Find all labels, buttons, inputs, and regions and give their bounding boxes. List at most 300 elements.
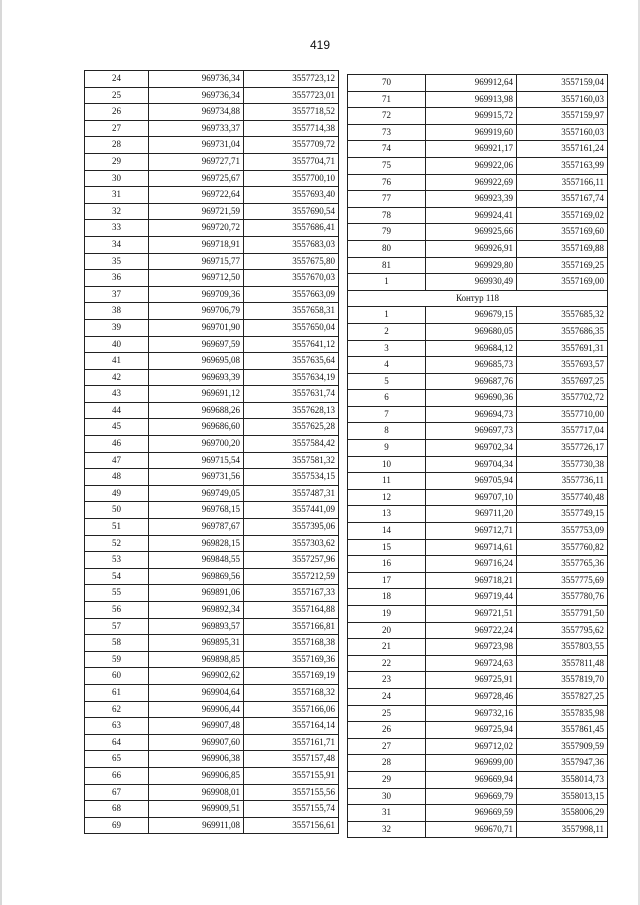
table-row <box>85 402 339 419</box>
table-row <box>85 253 339 270</box>
point-number-cell: 54 <box>85 568 149 585</box>
y-coordinate-cell: 3557631,74 <box>244 386 339 403</box>
x-coordinate-cell: 969687,76 <box>426 373 517 390</box>
y-coordinate-cell: 3558014,73 <box>517 771 608 788</box>
table-row <box>348 141 608 158</box>
point-number-cell: 37 <box>85 286 149 303</box>
y-coordinate-cell: 3557169,25 <box>517 257 608 274</box>
y-coordinate-cell: 3557160,03 <box>517 91 608 108</box>
y-coordinate-cell: 3557736,11 <box>517 473 608 490</box>
table-row <box>348 373 608 390</box>
point-number-cell: 63 <box>85 718 149 735</box>
x-coordinate-cell: 969912,64 <box>426 75 517 92</box>
y-coordinate-cell: 3557710,00 <box>517 406 608 423</box>
x-coordinate-cell: 969891,06 <box>149 585 244 602</box>
page-number: 419 <box>309 38 331 52</box>
table-row <box>85 568 339 585</box>
y-coordinate-cell: 3557166,81 <box>244 618 339 635</box>
y-coordinate-cell: 3557909,59 <box>517 738 608 755</box>
x-coordinate-cell: 969734,88 <box>149 104 244 121</box>
y-coordinate-cell: 3557257,96 <box>244 552 339 569</box>
table-row <box>348 357 608 374</box>
table-row <box>85 203 339 220</box>
scan-edge-left <box>0 0 2 905</box>
x-coordinate-cell: 969691,12 <box>149 386 244 403</box>
x-coordinate-cell: 969731,56 <box>149 469 244 486</box>
x-coordinate-cell: 969714,61 <box>426 539 517 556</box>
table-row <box>348 556 608 573</box>
point-number-cell: 62 <box>85 701 149 718</box>
y-coordinate-cell: 3557584,42 <box>244 436 339 453</box>
y-coordinate-cell: 3557169,19 <box>244 668 339 685</box>
x-coordinate-cell: 969895,31 <box>149 635 244 652</box>
x-coordinate-cell: 969736,34 <box>149 71 244 88</box>
table-row <box>348 523 608 540</box>
x-coordinate-cell: 969686,60 <box>149 419 244 436</box>
x-coordinate-cell: 969690,36 <box>426 390 517 407</box>
coordinates-table-right-body-b <box>348 307 608 838</box>
x-coordinate-cell: 969733,37 <box>149 120 244 137</box>
point-number-cell: 14 <box>348 523 426 540</box>
point-number-cell: 32 <box>85 203 149 220</box>
table-row <box>348 124 608 141</box>
table-row <box>348 539 608 556</box>
y-coordinate-cell: 3557765,36 <box>517 556 608 573</box>
table-row <box>85 153 339 170</box>
table-row <box>348 821 608 838</box>
point-number-cell: 4 <box>348 357 426 374</box>
table-row <box>348 340 608 357</box>
table-row <box>85 303 339 320</box>
table-row <box>348 473 608 490</box>
y-coordinate-cell: 3557581,32 <box>244 452 339 469</box>
table-row <box>348 157 608 174</box>
point-number-cell: 61 <box>85 684 149 701</box>
point-number-cell: 65 <box>85 751 149 768</box>
point-number-cell: 33 <box>85 220 149 237</box>
point-number-cell: 55 <box>85 585 149 602</box>
point-number-cell: 3 <box>348 340 426 357</box>
y-coordinate-cell: 3557717,04 <box>517 423 608 440</box>
point-number-cell: 30 <box>348 788 426 805</box>
x-coordinate-cell: 969701,90 <box>149 319 244 336</box>
y-coordinate-cell: 3557693,40 <box>244 187 339 204</box>
table-row <box>85 436 339 453</box>
point-number-cell: 22 <box>348 655 426 672</box>
y-coordinate-cell: 3557164,14 <box>244 718 339 735</box>
point-number-cell: 59 <box>85 651 149 668</box>
x-coordinate-cell: 969718,21 <box>426 572 517 589</box>
table-row <box>85 286 339 303</box>
point-number-cell: 68 <box>85 801 149 818</box>
x-coordinate-cell: 969697,73 <box>426 423 517 440</box>
y-coordinate-cell: 3557775,69 <box>517 572 608 589</box>
x-coordinate-cell: 969736,34 <box>149 87 244 104</box>
y-coordinate-cell: 3557487,31 <box>244 485 339 502</box>
x-coordinate-cell: 969768,15 <box>149 502 244 519</box>
point-number-cell: 29 <box>348 771 426 788</box>
y-coordinate-cell: 3557441,09 <box>244 502 339 519</box>
table-row <box>85 718 339 735</box>
table-row <box>85 817 339 834</box>
y-coordinate-cell: 3557700,10 <box>244 170 339 187</box>
y-coordinate-cell: 3557683,03 <box>244 236 339 253</box>
point-number-cell: 77 <box>348 191 426 208</box>
point-number-cell: 49 <box>85 485 149 502</box>
point-number-cell: 80 <box>348 240 426 257</box>
x-coordinate-cell: 969921,17 <box>426 141 517 158</box>
point-number-cell: 12 <box>348 489 426 506</box>
x-coordinate-cell: 969669,79 <box>426 788 517 805</box>
point-number-cell: 39 <box>85 319 149 336</box>
x-coordinate-cell: 969922,06 <box>426 157 517 174</box>
point-number-cell: 29 <box>85 153 149 170</box>
y-coordinate-cell: 3557693,57 <box>517 357 608 374</box>
table-row <box>85 519 339 536</box>
y-coordinate-cell: 3557169,36 <box>244 651 339 668</box>
y-coordinate-cell: 3557168,32 <box>244 684 339 701</box>
point-number-cell: 2 <box>348 323 426 340</box>
y-coordinate-cell: 3557159,04 <box>517 75 608 92</box>
table-row <box>85 104 339 121</box>
x-coordinate-cell: 969697,59 <box>149 336 244 353</box>
x-coordinate-cell: 969712,50 <box>149 270 244 287</box>
section-header-row <box>348 290 608 307</box>
point-number-cell: 32 <box>348 821 426 838</box>
y-coordinate-cell: 3557159,97 <box>517 108 608 125</box>
y-coordinate-cell: 3557169,02 <box>517 207 608 224</box>
x-coordinate-cell: 969749,05 <box>149 485 244 502</box>
table-row <box>348 75 608 92</box>
point-number-cell: 36 <box>85 270 149 287</box>
point-number-cell: 44 <box>85 402 149 419</box>
y-coordinate-cell: 3557635,64 <box>244 353 339 370</box>
point-number-cell: 25 <box>85 87 149 104</box>
y-coordinate-cell: 3557163,99 <box>517 157 608 174</box>
point-number-cell: 74 <box>348 141 426 158</box>
table-row <box>348 672 608 689</box>
table-row <box>348 688 608 705</box>
table-row <box>348 771 608 788</box>
table-row <box>348 622 608 639</box>
point-number-cell: 66 <box>85 767 149 784</box>
point-number-cell: 60 <box>85 668 149 685</box>
x-coordinate-cell: 969907,60 <box>149 734 244 751</box>
point-number-cell: 11 <box>348 473 426 490</box>
point-number-cell: 28 <box>85 137 149 154</box>
x-coordinate-cell: 969929,80 <box>426 257 517 274</box>
x-coordinate-cell: 969711,20 <box>426 506 517 523</box>
y-coordinate-cell: 3557675,80 <box>244 253 339 270</box>
point-number-cell: 20 <box>348 622 426 639</box>
point-number-cell: 71 <box>348 91 426 108</box>
table-row <box>85 784 339 801</box>
point-number-cell: 10 <box>348 456 426 473</box>
table-row <box>348 257 608 274</box>
table-row <box>348 755 608 772</box>
y-coordinate-cell: 3557685,32 <box>517 307 608 324</box>
x-coordinate-cell: 969913,98 <box>426 91 517 108</box>
coordinates-table-right-body-a <box>348 75 608 291</box>
table-row <box>85 452 339 469</box>
x-coordinate-cell: 969702,34 <box>426 440 517 457</box>
point-number-cell: 57 <box>85 618 149 635</box>
point-number-cell: 7 <box>348 406 426 423</box>
table-row <box>85 319 339 336</box>
x-coordinate-cell: 969930,49 <box>426 274 517 291</box>
table-row <box>85 767 339 784</box>
point-number-cell: 52 <box>85 535 149 552</box>
table-row <box>348 91 608 108</box>
point-number-cell: 24 <box>348 688 426 705</box>
point-number-cell: 75 <box>348 157 426 174</box>
y-coordinate-cell: 3557168,38 <box>244 635 339 652</box>
point-number-cell: 16 <box>348 556 426 573</box>
point-number-cell: 64 <box>85 734 149 751</box>
point-number-cell: 34 <box>85 236 149 253</box>
table-row <box>85 137 339 154</box>
coordinates-table-left <box>84 70 339 834</box>
x-coordinate-cell: 969731,04 <box>149 137 244 154</box>
table-row <box>85 684 339 701</box>
table-row <box>85 336 339 353</box>
x-coordinate-cell: 969907,48 <box>149 718 244 735</box>
table-row <box>85 485 339 502</box>
y-coordinate-cell: 3557650,04 <box>244 319 339 336</box>
y-coordinate-cell: 3557835,98 <box>517 705 608 722</box>
y-coordinate-cell: 3557628,13 <box>244 402 339 419</box>
point-number-cell: 24 <box>85 71 149 88</box>
x-coordinate-cell: 969902,62 <box>149 668 244 685</box>
x-coordinate-cell: 969685,73 <box>426 357 517 374</box>
y-coordinate-cell: 3557658,31 <box>244 303 339 320</box>
x-coordinate-cell: 969727,71 <box>149 153 244 170</box>
y-coordinate-cell: 3557709,72 <box>244 137 339 154</box>
table-row <box>85 801 339 818</box>
point-number-cell: 21 <box>348 639 426 656</box>
table-row <box>348 722 608 739</box>
y-coordinate-cell: 3557641,12 <box>244 336 339 353</box>
y-coordinate-cell: 3557167,74 <box>517 191 608 208</box>
point-number-cell: 43 <box>85 386 149 403</box>
y-coordinate-cell: 3557634,19 <box>244 369 339 386</box>
table-row <box>348 506 608 523</box>
table-row <box>85 187 339 204</box>
y-coordinate-cell: 3557861,45 <box>517 722 608 739</box>
table-row <box>85 386 339 403</box>
y-coordinate-cell: 3557166,06 <box>244 701 339 718</box>
table-row <box>85 87 339 104</box>
y-coordinate-cell: 3557690,54 <box>244 203 339 220</box>
point-number-cell: 47 <box>85 452 149 469</box>
x-coordinate-cell: 969720,72 <box>149 220 244 237</box>
y-coordinate-cell: 3557753,09 <box>517 523 608 540</box>
y-coordinate-cell: 3557395,06 <box>244 519 339 536</box>
coordinates-table-right <box>347 74 608 838</box>
y-coordinate-cell: 3557749,15 <box>517 506 608 523</box>
table-row <box>348 174 608 191</box>
point-number-cell: 27 <box>348 738 426 755</box>
point-number-cell: 25 <box>348 705 426 722</box>
y-coordinate-cell: 3557704,71 <box>244 153 339 170</box>
table-row <box>348 323 608 340</box>
x-coordinate-cell: 969712,71 <box>426 523 517 540</box>
table-row <box>85 618 339 635</box>
x-coordinate-cell: 969922,69 <box>426 174 517 191</box>
x-coordinate-cell: 969716,24 <box>426 556 517 573</box>
x-coordinate-cell: 969706,79 <box>149 303 244 320</box>
point-number-cell: 28 <box>348 755 426 772</box>
x-coordinate-cell: 969869,56 <box>149 568 244 585</box>
table-row <box>348 805 608 822</box>
y-coordinate-cell: 3557155,56 <box>244 784 339 801</box>
x-coordinate-cell: 969680,05 <box>426 323 517 340</box>
y-coordinate-cell: 3557670,03 <box>244 270 339 287</box>
point-number-cell: 5 <box>348 373 426 390</box>
table-row <box>85 236 339 253</box>
point-number-cell: 1 <box>348 307 426 324</box>
table-row <box>348 639 608 656</box>
y-coordinate-cell: 3557726,17 <box>517 440 608 457</box>
point-number-cell: 45 <box>85 419 149 436</box>
table-row <box>348 390 608 407</box>
x-coordinate-cell: 969709,36 <box>149 286 244 303</box>
y-coordinate-cell: 3557718,52 <box>244 104 339 121</box>
y-coordinate-cell: 3557161,71 <box>244 734 339 751</box>
y-coordinate-cell: 3557740,48 <box>517 489 608 506</box>
point-number-cell: 17 <box>348 572 426 589</box>
x-coordinate-cell: 969669,94 <box>426 771 517 788</box>
coordinates-table-left-body <box>85 71 339 834</box>
point-number-cell: 46 <box>85 436 149 453</box>
table-row <box>85 651 339 668</box>
x-coordinate-cell: 969700,20 <box>149 436 244 453</box>
y-coordinate-cell: 3557819,70 <box>517 672 608 689</box>
table-row <box>85 120 339 137</box>
y-coordinate-cell: 3557803,55 <box>517 639 608 656</box>
x-coordinate-cell: 969718,91 <box>149 236 244 253</box>
point-number-cell: 40 <box>85 336 149 353</box>
table-row <box>85 751 339 768</box>
y-coordinate-cell: 3557160,03 <box>517 124 608 141</box>
x-coordinate-cell: 969915,72 <box>426 108 517 125</box>
table-row <box>85 734 339 751</box>
point-number-cell: 6 <box>348 390 426 407</box>
table-row <box>348 307 608 324</box>
x-coordinate-cell: 969892,34 <box>149 602 244 619</box>
x-coordinate-cell: 969707,10 <box>426 489 517 506</box>
table-row <box>348 108 608 125</box>
y-coordinate-cell: 3557723,01 <box>244 87 339 104</box>
point-number-cell: 1 <box>348 274 426 291</box>
point-number-cell: 13 <box>348 506 426 523</box>
point-number-cell: 51 <box>85 519 149 536</box>
y-coordinate-cell: 3557811,48 <box>517 655 608 672</box>
table-row <box>348 572 608 589</box>
x-coordinate-cell: 969723,98 <box>426 639 517 656</box>
table-row <box>85 668 339 685</box>
x-coordinate-cell: 969848,55 <box>149 552 244 569</box>
y-coordinate-cell: 3557157,48 <box>244 751 339 768</box>
x-coordinate-cell: 969688,26 <box>149 402 244 419</box>
x-coordinate-cell: 969925,66 <box>426 224 517 241</box>
y-coordinate-cell: 3557155,91 <box>244 767 339 784</box>
y-coordinate-cell: 3557714,38 <box>244 120 339 137</box>
table-row <box>348 406 608 423</box>
y-coordinate-cell: 3558006,29 <box>517 805 608 822</box>
table-row <box>85 701 339 718</box>
point-number-cell: 19 <box>348 606 426 623</box>
x-coordinate-cell: 969787,67 <box>149 519 244 536</box>
x-coordinate-cell: 969923,39 <box>426 191 517 208</box>
x-coordinate-cell: 969721,51 <box>426 606 517 623</box>
point-number-cell: 31 <box>85 187 149 204</box>
x-coordinate-cell: 969722,24 <box>426 622 517 639</box>
x-coordinate-cell: 969924,41 <box>426 207 517 224</box>
x-coordinate-cell: 969704,34 <box>426 456 517 473</box>
section-header-row-group <box>348 290 608 307</box>
table-row <box>348 224 608 241</box>
x-coordinate-cell: 969906,44 <box>149 701 244 718</box>
point-number-cell: 69 <box>85 817 149 834</box>
x-coordinate-cell: 969728,46 <box>426 688 517 705</box>
table-row <box>85 635 339 652</box>
table-row <box>348 606 608 623</box>
x-coordinate-cell: 969679,15 <box>426 307 517 324</box>
y-coordinate-cell: 3557164,88 <box>244 602 339 619</box>
table-row <box>85 469 339 486</box>
x-coordinate-cell: 969725,67 <box>149 170 244 187</box>
x-coordinate-cell: 969670,71 <box>426 821 517 838</box>
x-coordinate-cell: 969725,91 <box>426 672 517 689</box>
x-coordinate-cell: 969909,51 <box>149 801 244 818</box>
x-coordinate-cell: 969669,59 <box>426 805 517 822</box>
point-number-cell: 79 <box>348 224 426 241</box>
point-number-cell: 67 <box>85 784 149 801</box>
table-row <box>348 705 608 722</box>
point-number-cell: 41 <box>85 353 149 370</box>
table-row <box>348 191 608 208</box>
y-coordinate-cell: 3557780,76 <box>517 589 608 606</box>
table-row <box>348 738 608 755</box>
point-number-cell: 27 <box>85 120 149 137</box>
x-coordinate-cell: 969693,39 <box>149 369 244 386</box>
x-coordinate-cell: 969684,12 <box>426 340 517 357</box>
x-coordinate-cell: 969695,08 <box>149 353 244 370</box>
x-coordinate-cell: 969721,59 <box>149 203 244 220</box>
point-number-cell: 38 <box>85 303 149 320</box>
x-coordinate-cell: 969722,64 <box>149 187 244 204</box>
table-row <box>85 419 339 436</box>
x-coordinate-cell: 969694,73 <box>426 406 517 423</box>
x-coordinate-cell: 969725,94 <box>426 722 517 739</box>
y-coordinate-cell: 3557156,61 <box>244 817 339 834</box>
x-coordinate-cell: 969893,57 <box>149 618 244 635</box>
x-coordinate-cell: 969906,38 <box>149 751 244 768</box>
y-coordinate-cell: 3557212,59 <box>244 568 339 585</box>
y-coordinate-cell: 3557169,88 <box>517 240 608 257</box>
point-number-cell: 76 <box>348 174 426 191</box>
table-row <box>348 423 608 440</box>
point-number-cell: 18 <box>348 589 426 606</box>
y-coordinate-cell: 3557155,74 <box>244 801 339 818</box>
point-number-cell: 26 <box>85 104 149 121</box>
x-coordinate-cell: 969919,60 <box>426 124 517 141</box>
point-number-cell: 78 <box>348 207 426 224</box>
table-row <box>85 71 339 88</box>
x-coordinate-cell: 969904,64 <box>149 684 244 701</box>
x-coordinate-cell: 969724,63 <box>426 655 517 672</box>
